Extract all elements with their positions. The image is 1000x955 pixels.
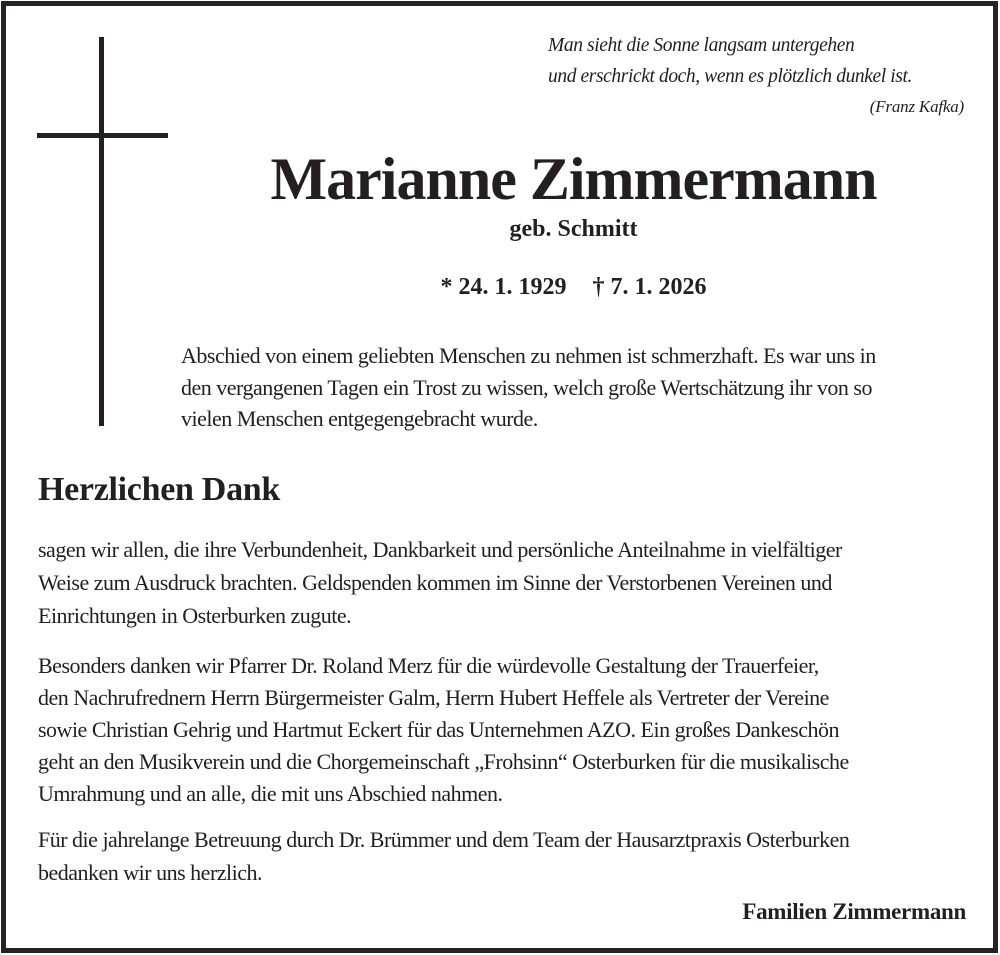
thanks-paragraph-2: Besonders danken wir Pfarrer Dr. Roland Merz für die würdevolle Gestaltung der Trauerfeier, den Nachrufrednern Herrn Bürgermeister Galm, Herrn Hubert Heffele als Vertreter der Vereine sowie Christian Gehrig und Hartmut Eckert für das Unternehmen AZO. Ein großes Dankeschön geht an den Musikverein und die Chorgemeinschaft „Frohsinn“ Osterburken für die musikalische Umrahmung und an alle, die mit uns Abschied nahmen. (38, 653, 849, 806)
cross-icon-horizontal-bar (37, 133, 168, 138)
quote-text: Man sieht die Sonne langsam untergehen und erschrickt doch, wenn es plötzlich dunkel ist. (548, 35, 912, 87)
signature: Familien Zimmermann (742, 899, 966, 924)
quote-attribution: (Franz Kafka) (869, 97, 964, 116)
cross-icon-vertical-bar (99, 37, 104, 426)
life-dates-row (182, 275, 965, 299)
deceased-name: Marianne Zimmermann (270, 146, 877, 212)
opening-quote (548, 30, 964, 120)
thanks-heading: Herzlichen Dank (38, 471, 280, 508)
death-date: † 7. 1. 2026 (592, 274, 707, 300)
intro-paragraph: Abschied von einem geliebten Menschen zu nehmen ist schmerzhaft. Es war uns in den vergangenen Tagen ein Trost zu wissen, welch große Wertschätzung ihr von so vielen Menschen entgegengebracht wurde. (181, 343, 876, 431)
maiden-name: geb. Schmitt (509, 216, 638, 242)
thanks-paragraph-1: sagen wir allen, die ihre Verbundenheit, Dankbarkeit und persönliche Anteilnahme in vielfältiger Weise zum Ausdruck brachten. Geldspenden kommen im Sinne der Verstorbenen Vereinen und Einrichtungen in Osterburken zugute. (38, 537, 842, 628)
thanks-paragraph-3: Für die jahrelange Betreuung durch Dr. Brümmer und dem Team der Hausarztpraxis Osterburken bedanken wir uns herzlich. (38, 827, 850, 885)
birth-date: * 24. 1. 1929 (440, 274, 567, 300)
